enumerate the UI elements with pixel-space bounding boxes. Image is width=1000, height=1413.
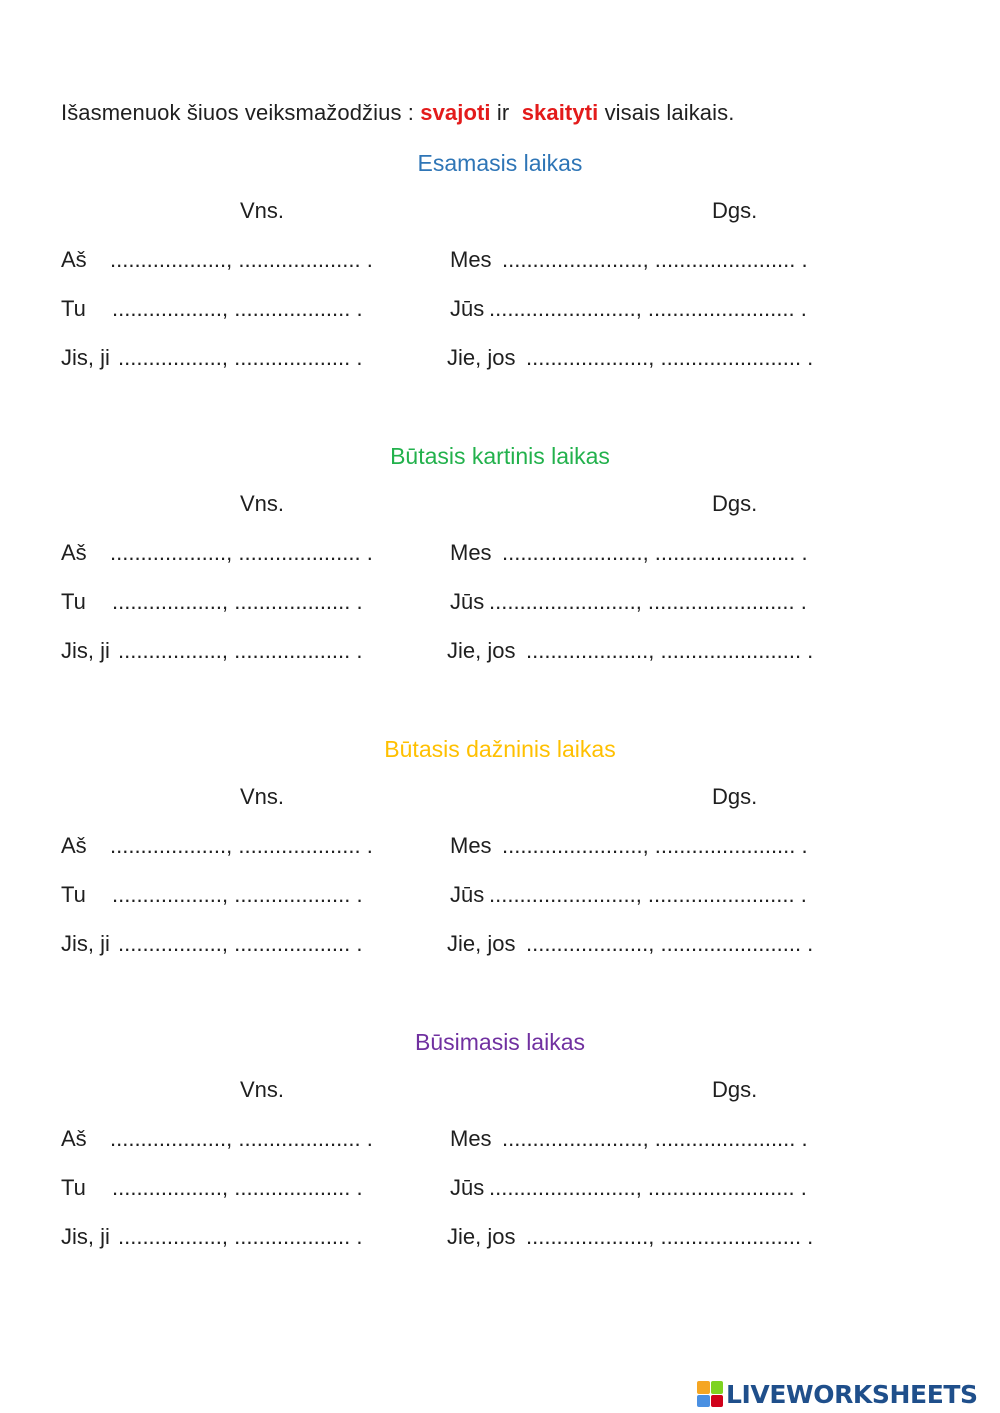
pronoun-jus: Jūs: [450, 589, 485, 614]
conjugation-row: [0, 540, 1000, 570]
liveworksheets-logo-icon: [697, 1381, 723, 1407]
answer-blank-jus[interactable]: ........................, ........................ .: [489, 882, 807, 907]
answer-blank-tu[interactable]: .................., ................... .: [112, 589, 363, 614]
singular-header: Vns.: [240, 1077, 285, 1102]
instruction-suffix: visais laikais.: [604, 100, 735, 125]
instruction-prefix: Išasmenuok šiuos veiksmažodžius :: [61, 100, 415, 125]
section-butasis-dazninis-laikas: [0, 736, 1000, 996]
answer-blank-jis-ji[interactable]: ................., ................... .: [118, 931, 363, 956]
pronoun-jus: Jūs: [450, 882, 485, 907]
answer-blank-jie-jos[interactable]: ...................., ....................... .: [526, 345, 814, 370]
plural-header: Dgs.: [712, 198, 758, 223]
answer-blank-as[interactable]: ..................., .................... .: [110, 833, 373, 858]
answer-blank-mes[interactable]: ......................., ....................... .: [502, 247, 808, 272]
answer-blank-jis-ji[interactable]: ................., ................... .: [118, 1224, 363, 1249]
liveworksheets-logo[interactable]: [697, 1378, 978, 1410]
answer-blank-as[interactable]: ..................., .................... .: [110, 1126, 373, 1151]
instruction-text: [61, 100, 734, 126]
pronoun-as: Aš: [61, 1126, 87, 1151]
answer-blank-tu[interactable]: .................., ................... .: [112, 1175, 363, 1200]
answer-blank-as[interactable]: ..................., .................... .: [110, 247, 373, 272]
singular-header: Vns.: [240, 491, 285, 516]
section-title: Būsimasis laikas: [415, 1029, 585, 1055]
answer-blank-mes[interactable]: ......................., ....................... .: [502, 833, 808, 858]
answer-blank-jus[interactable]: ........................, ........................ .: [489, 1175, 807, 1200]
pronoun-mes: Mes: [450, 540, 492, 565]
conjugation-row: [0, 296, 1000, 326]
pronoun-jis-ji: Jis, ji: [61, 345, 110, 370]
pronoun-mes: Mes: [450, 247, 492, 272]
pronoun-as: Aš: [61, 247, 87, 272]
conjugation-row: [0, 1175, 1000, 1205]
pronoun-tu: Tu: [61, 589, 86, 614]
answer-blank-mes[interactable]: ......................., ....................... .: [502, 1126, 808, 1151]
pronoun-tu: Tu: [61, 296, 86, 321]
pronoun-as: Aš: [61, 540, 87, 565]
answer-blank-jie-jos[interactable]: ...................., ....................... .: [526, 931, 814, 956]
answer-blank-jie-jos[interactable]: ...................., ....................... .: [526, 1224, 814, 1249]
answer-blank-jis-ji[interactable]: ................., ................... .: [118, 638, 363, 663]
pronoun-jus: Jūs: [450, 296, 485, 321]
section-butasis-kartinis-laikas: [0, 443, 1000, 703]
pronoun-jie-jos: Jie, jos: [447, 1224, 516, 1249]
conjugation-row: [0, 638, 1000, 668]
pronoun-as: Aš: [61, 833, 87, 858]
pronoun-jie-jos: Jie, jos: [447, 345, 516, 370]
conjugation-row: [0, 833, 1000, 863]
singular-header: Vns.: [240, 198, 285, 223]
section-title: Esamasis laikas: [417, 150, 583, 176]
pronoun-tu: Tu: [61, 882, 86, 907]
conjugation-row: [0, 882, 1000, 912]
answer-blank-as[interactable]: ..................., .................... .: [110, 540, 373, 565]
answer-blank-tu[interactable]: .................., ................... .: [112, 882, 363, 907]
pronoun-jie-jos: Jie, jos: [447, 931, 516, 956]
pronoun-tu: Tu: [61, 1175, 86, 1200]
pronoun-jus: Jūs: [450, 1175, 485, 1200]
pronoun-jis-ji: Jis, ji: [61, 931, 110, 956]
conjugation-row: [0, 345, 1000, 375]
section-busimasis-laikas: [0, 1029, 1000, 1289]
plural-header: Dgs.: [712, 491, 758, 516]
answer-blank-jus[interactable]: ........................, ........................ .: [489, 296, 807, 321]
section-title: Būtasis kartinis laikas: [390, 443, 610, 469]
plural-header: Dgs.: [712, 784, 758, 809]
answer-blank-jus[interactable]: ........................, ........................ .: [489, 589, 807, 614]
plural-header: Dgs.: [712, 1077, 758, 1102]
answer-blank-mes[interactable]: ......................., ....................... .: [502, 540, 808, 565]
verb-skaityti: skaityti: [521, 100, 599, 125]
singular-header: Vns.: [240, 784, 285, 809]
conjugation-row: [0, 931, 1000, 961]
conjugation-row: [0, 1224, 1000, 1254]
pronoun-jis-ji: Jis, ji: [61, 1224, 110, 1249]
instruction-middle: ir: [496, 100, 510, 125]
section-esamasis-laikas: [0, 150, 1000, 410]
pronoun-mes: Mes: [450, 1126, 492, 1151]
pronoun-jie-jos: Jie, jos: [447, 638, 516, 663]
pronoun-jis-ji: Jis, ji: [61, 638, 110, 663]
conjugation-row: [0, 1126, 1000, 1156]
conjugation-row: [0, 247, 1000, 277]
answer-blank-tu[interactable]: .................., ................... .: [112, 296, 363, 321]
conjugation-row: [0, 589, 1000, 619]
section-title: Būtasis dažninis laikas: [384, 736, 616, 762]
answer-blank-jis-ji[interactable]: ................., ................... .: [118, 345, 363, 370]
logo-text: LIVEWORKSHEETS: [726, 1379, 978, 1409]
answer-blank-jie-jos[interactable]: ...................., ....................... .: [526, 638, 814, 663]
pronoun-mes: Mes: [450, 833, 492, 858]
verb-svajoti: svajoti: [420, 100, 491, 125]
